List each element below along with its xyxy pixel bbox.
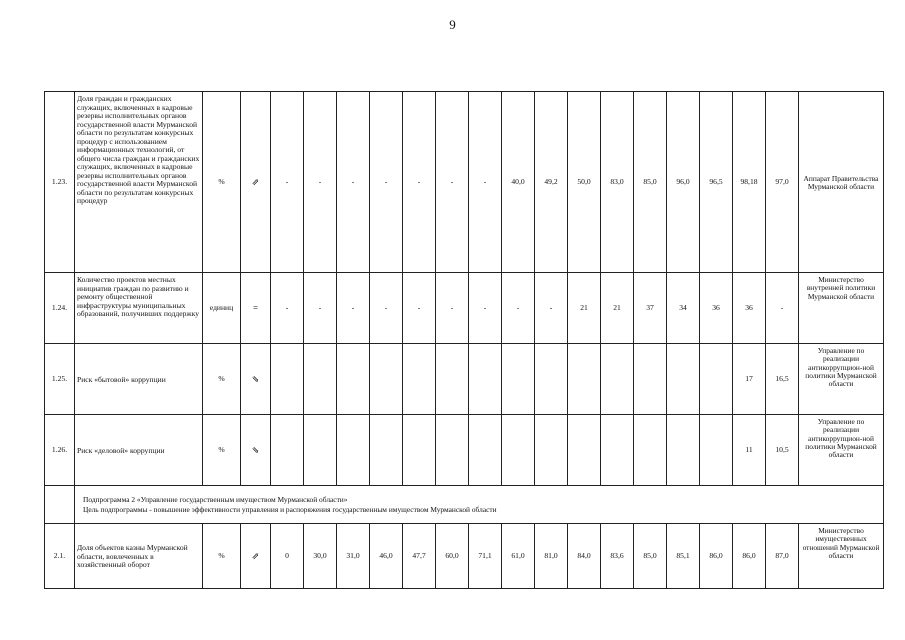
value-cell: 61,0 [502, 524, 535, 589]
value-cell: 98,18 [733, 92, 766, 273]
value-cell: 96,5 [700, 92, 733, 273]
page-number: 9 [449, 17, 456, 32]
unit-cell: % [203, 415, 241, 486]
value-cell: 21 [568, 273, 601, 344]
value-cell: 83,6 [601, 524, 634, 589]
value-cell: 11 [733, 415, 766, 486]
value-cell: 31,0 [337, 524, 370, 589]
trend-arrow-icon: ⇘ [241, 344, 271, 415]
value-cell [337, 415, 370, 486]
value-cell [535, 415, 568, 486]
table-row [45, 344, 884, 415]
value-cell: - [337, 273, 370, 344]
value-cell [634, 344, 667, 415]
value-cell [568, 344, 601, 415]
value-cell [535, 344, 568, 415]
value-cell: - [469, 92, 502, 273]
value-cell [337, 344, 370, 415]
value-cell [370, 415, 403, 486]
value-cell: 46,0 [370, 524, 403, 589]
subprogram-header [75, 486, 884, 524]
row-number: 2.1. [45, 524, 75, 589]
value-cell [304, 415, 337, 486]
value-cell: - [766, 273, 799, 344]
value-cell: 71,1 [469, 524, 502, 589]
responsible-body: Управление по реализации антикоррупцион-ной политики Мурманской области [799, 415, 884, 486]
value-cell: - [370, 92, 403, 273]
value-cell: 86,0 [733, 524, 766, 589]
row-number: 1.26. [45, 415, 75, 486]
value-cell [667, 415, 700, 486]
value-cell [403, 415, 436, 486]
responsible-body: Управление по реализации антикоррупцион-ной политики Мурманской области [799, 344, 884, 415]
row-number: 1.25. [45, 344, 75, 415]
value-cell: 16,5 [766, 344, 799, 415]
value-cell [700, 344, 733, 415]
unit-cell: % [203, 92, 241, 273]
trend-arrow-icon: ⇗ [241, 92, 271, 273]
value-cell [271, 344, 304, 415]
trend-arrow-icon: ⇗ [241, 524, 271, 589]
value-cell: 36 [733, 273, 766, 344]
value-cell: - [469, 273, 502, 344]
value-cell: - [535, 273, 568, 344]
value-cell [271, 415, 304, 486]
value-cell: 83,0 [601, 92, 634, 273]
table-row [45, 273, 884, 344]
value-cell: - [436, 92, 469, 273]
value-cell [601, 415, 634, 486]
value-cell [436, 415, 469, 486]
value-cell: 21 [601, 273, 634, 344]
value-cell [634, 415, 667, 486]
table-row [45, 415, 884, 486]
responsible-body: Министерство имущественных отношений Мурманской области [799, 524, 884, 589]
unit-cell: % [203, 524, 241, 589]
empty-cell [45, 486, 75, 524]
value-cell: - [436, 273, 469, 344]
unit-cell: единиц [203, 273, 241, 344]
indicator-name: Риск «деловой» коррупции [75, 415, 203, 486]
value-cell: 84,0 [568, 524, 601, 589]
indicator-name: Количество проектов местных инициатив граждан по развитию и ремонту общественной инфраструктуры муниципальных образований, получивших поддержку [75, 273, 203, 344]
value-cell [403, 344, 436, 415]
value-cell: 85,0 [634, 524, 667, 589]
value-cell: - [304, 92, 337, 273]
value-cell: 30,0 [304, 524, 337, 589]
value-cell: 96,0 [667, 92, 700, 273]
indicator-name: Доля объектов казны Мурманской области, вовлеченных в хозяйственный оборот [75, 524, 203, 589]
table-row [45, 92, 884, 273]
value-cell [667, 344, 700, 415]
value-cell: 34 [667, 273, 700, 344]
subprogram-row [45, 486, 884, 524]
value-cell: - [304, 273, 337, 344]
row-number: 1.24. [45, 273, 75, 344]
value-cell: - [403, 273, 436, 344]
value-cell: 81,0 [535, 524, 568, 589]
row-number: 1.23. [45, 92, 75, 273]
value-cell: 87,0 [766, 524, 799, 589]
value-cell: 60,0 [436, 524, 469, 589]
value-cell [502, 415, 535, 486]
indicator-name: Риск «бытовой» коррупции [75, 344, 203, 415]
value-cell: 85,0 [634, 92, 667, 273]
subprogram-title: Подпрограмма 2 «Управление государственным имуществом Мурманской области» [83, 494, 348, 504]
value-cell [469, 344, 502, 415]
value-cell: 86,0 [700, 524, 733, 589]
value-cell: - [337, 92, 370, 273]
value-cell: 47,7 [403, 524, 436, 589]
value-cell [568, 415, 601, 486]
trend-arrow-icon: ⇘ [241, 415, 271, 486]
value-cell: 37 [634, 273, 667, 344]
value-cell: 50,0 [568, 92, 601, 273]
unit-cell: % [203, 344, 241, 415]
value-cell [502, 344, 535, 415]
value-cell: 85,1 [667, 524, 700, 589]
value-cell [304, 344, 337, 415]
value-cell: - [271, 273, 304, 344]
value-cell: 40,0 [502, 92, 535, 273]
indicators-table [44, 91, 884, 589]
value-cell: - [403, 92, 436, 273]
trend-equal-icon: = [241, 273, 271, 344]
value-cell: 0 [271, 524, 304, 589]
value-cell: 36 [700, 273, 733, 344]
value-cell [436, 344, 469, 415]
indicator-name: Доля граждан и гражданских служащих, включенных в кадровые резервы исполнительных органов государственной власти Мурманской области по результатам конкурсных процедур с использованием информационных технологий, от общего числа граждан и гражданских служащих, включенных в кадровые резервы исполнительных органов государственной власти Мурманской области по результатам конкурсных процедур [75, 92, 203, 273]
value-cell: - [502, 273, 535, 344]
value-cell: 97,0 [766, 92, 799, 273]
value-cell: 49,2 [535, 92, 568, 273]
value-cell: - [271, 92, 304, 273]
value-cell [370, 344, 403, 415]
value-cell [700, 415, 733, 486]
value-cell: - [370, 273, 403, 344]
responsible-body: Министерство внутренней политики Мурманской области [799, 273, 884, 344]
table-row [45, 524, 884, 589]
value-cell: 10,5 [766, 415, 799, 486]
value-cell [601, 344, 634, 415]
responsible-body: Аппарат Правительства Мурманской области [799, 92, 884, 273]
value-cell: 17 [733, 344, 766, 415]
value-cell [469, 415, 502, 486]
subprogram-goal: Цель подпрограммы - повышение эффективности управления и распоряжения государственным имуществом Мурманской области [83, 504, 497, 514]
